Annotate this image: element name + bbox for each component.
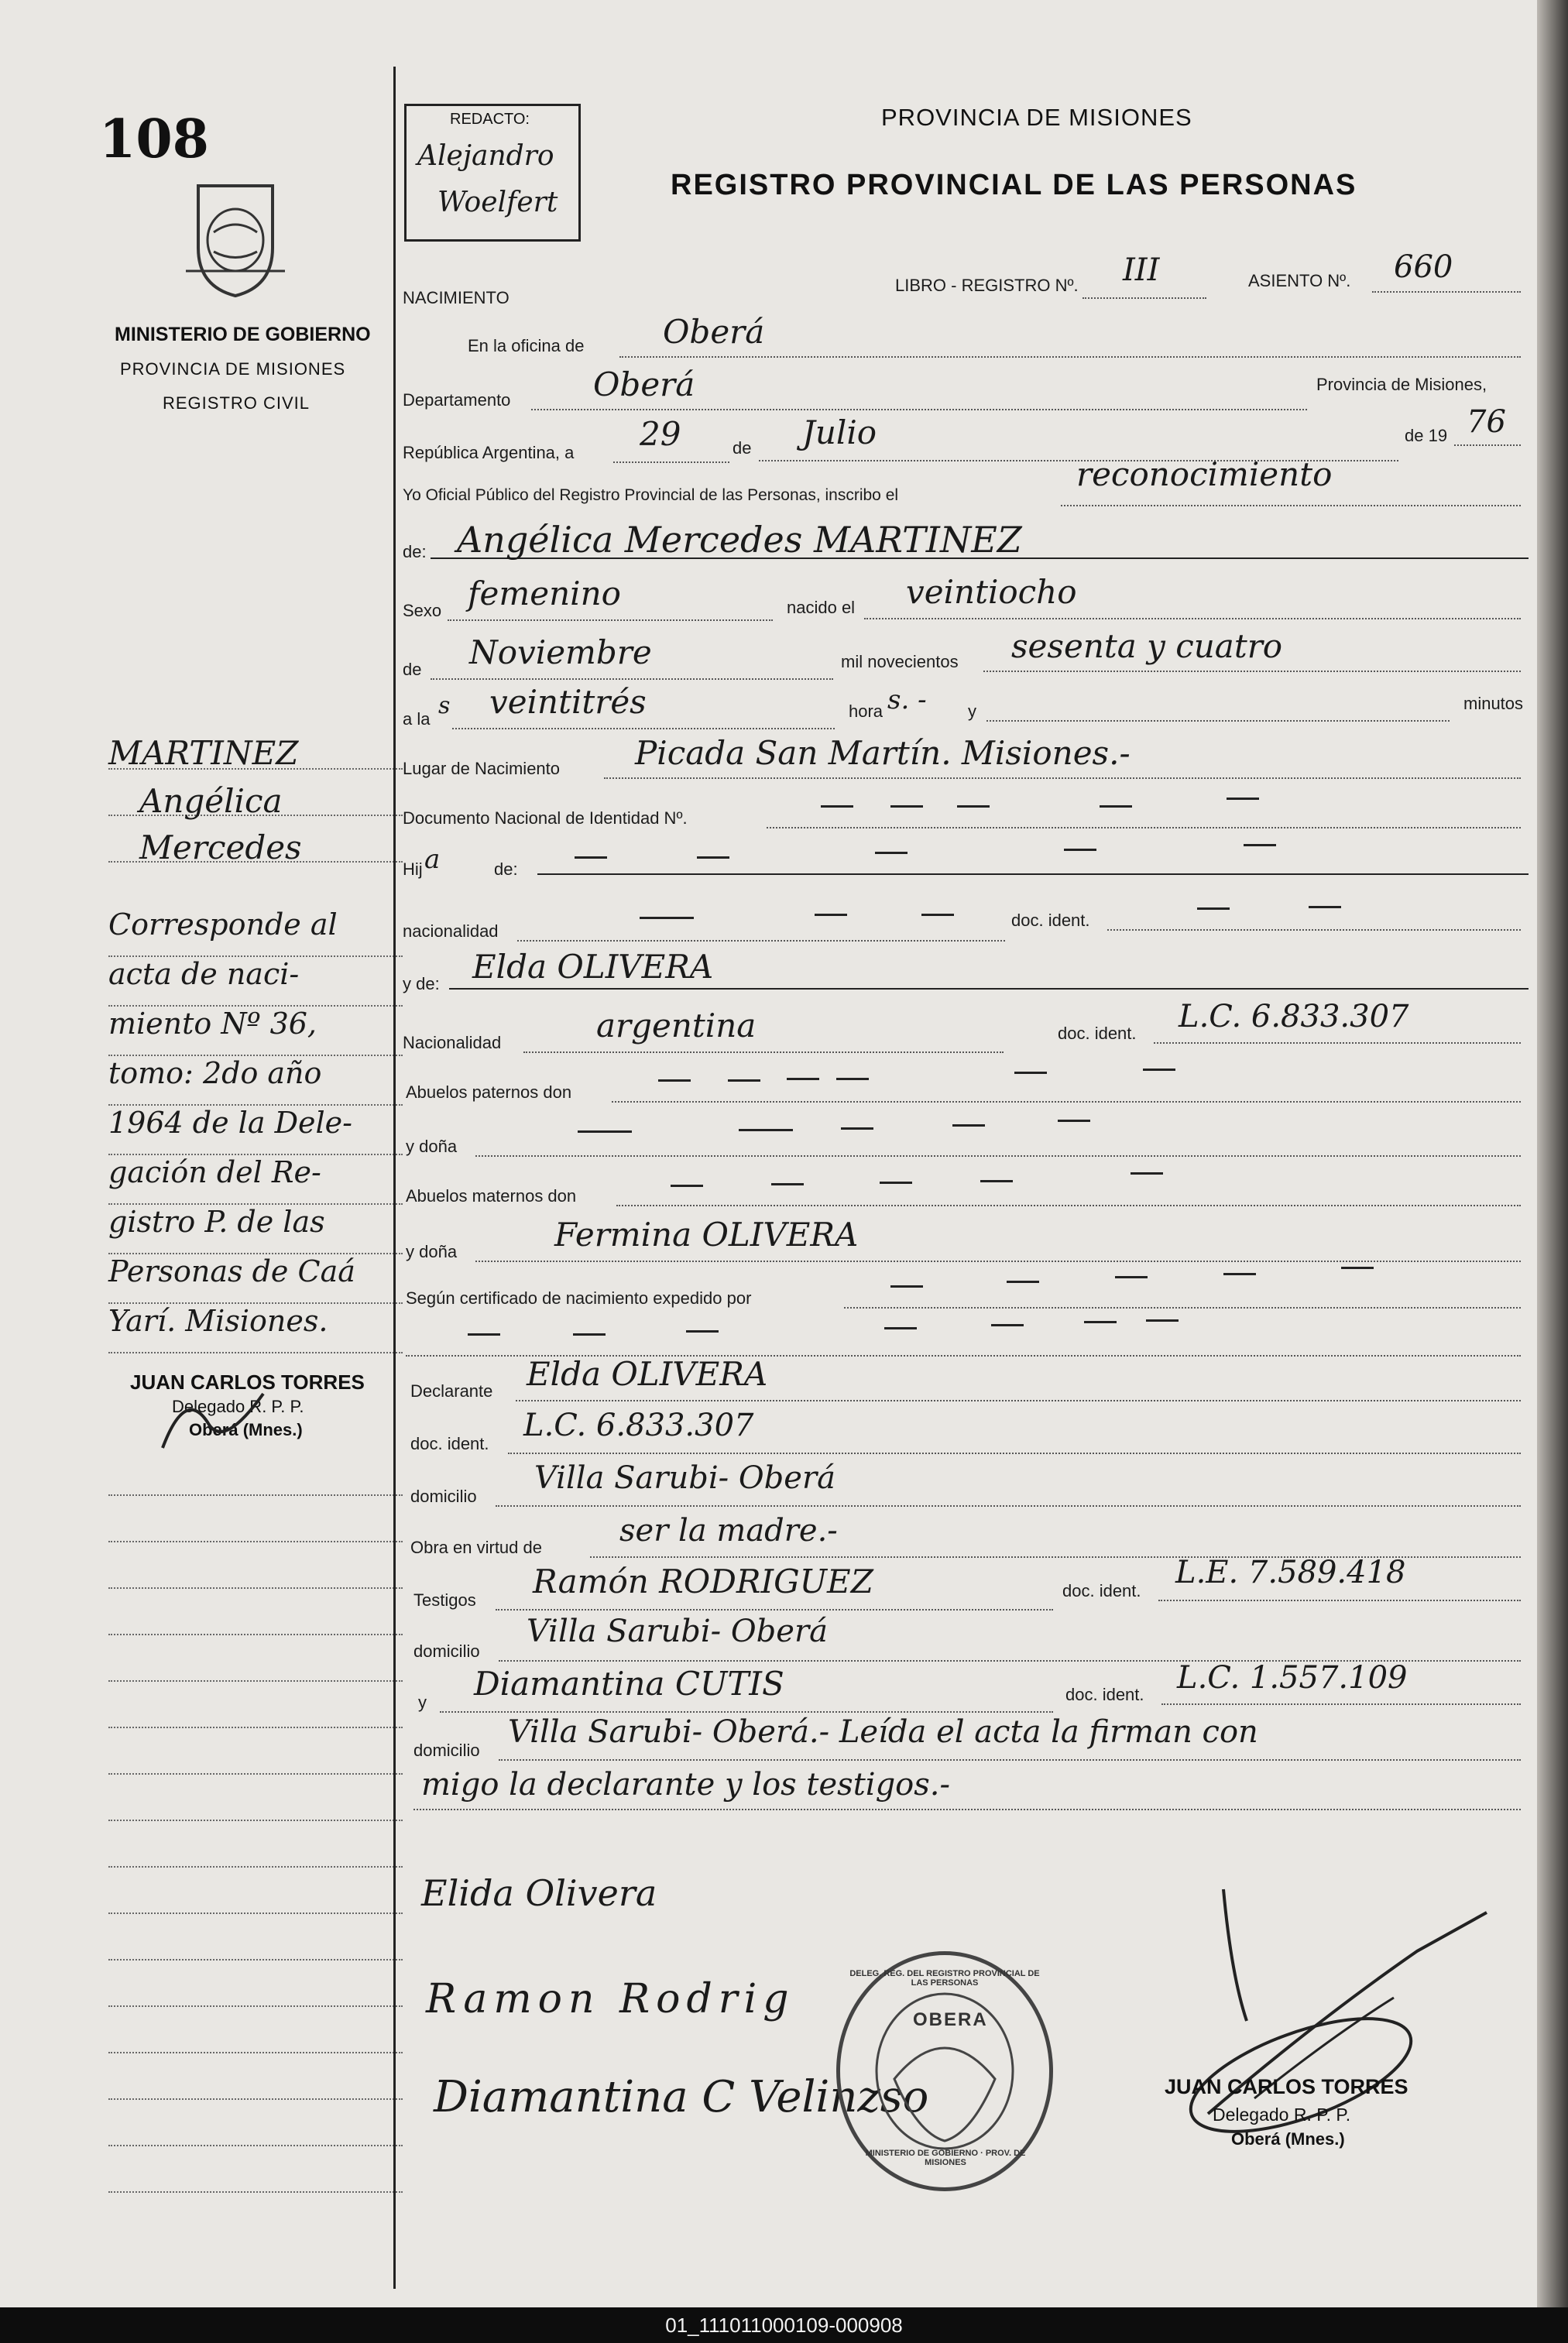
provincia-misiones-label: Provincia de Misiones, bbox=[1316, 375, 1487, 394]
certificado-label: Según certificado de nacimiento expedido por bbox=[406, 1288, 752, 1308]
domicilio-declarante-label: domicilio bbox=[410, 1487, 477, 1506]
margin-note-line: tomo: 2do año bbox=[108, 1056, 403, 1106]
blank-dash bbox=[787, 1078, 819, 1080]
official-stamp-name: JUAN CARLOS TORRES bbox=[1165, 2075, 1408, 2098]
doc-ident-testigo1-label: doc. ident. bbox=[1062, 1581, 1141, 1600]
blank-dash bbox=[880, 1182, 912, 1184]
blank-dash bbox=[841, 1127, 873, 1130]
maternal-grandmother: Fermina OLIVERA bbox=[554, 1216, 859, 1254]
margin-note-line: gistro P. de las bbox=[108, 1205, 403, 1254]
blank-dash bbox=[1014, 1072, 1047, 1074]
hour-prefix: s bbox=[438, 692, 451, 719]
blank-dash bbox=[578, 1130, 632, 1133]
asiento-label: ASIENTO Nº. bbox=[1248, 271, 1351, 290]
blank-dash bbox=[728, 1079, 760, 1082]
nacionalidad-label: nacionalidad bbox=[403, 921, 499, 941]
witness1-document: L.E. 7.589.418 bbox=[1175, 1555, 1406, 1590]
mother-nationality: argentina bbox=[596, 1007, 757, 1045]
blank-dash bbox=[1084, 1321, 1117, 1323]
de19-label: de 19 bbox=[1405, 426, 1448, 445]
abuelos-paternos-label: Abuelos paternos don bbox=[406, 1082, 572, 1102]
blank-dash bbox=[1309, 906, 1341, 908]
margin-note-line: acta de naci- bbox=[108, 957, 403, 1007]
blank-dash bbox=[952, 1124, 985, 1127]
declarant-document: L.C. 6.833.307 bbox=[523, 1408, 754, 1443]
nacionalidad-madre-label: Nacionalidad bbox=[403, 1033, 502, 1052]
departamento-label: Departamento bbox=[403, 390, 511, 410]
margin-note-line: 1964 de la Dele- bbox=[108, 1106, 403, 1155]
mother-name: Elda OLIVERA bbox=[472, 948, 714, 986]
signature-witness1: Ramon Rodrig bbox=[426, 1976, 795, 2022]
doc-ident-label: doc. ident. bbox=[1011, 911, 1090, 930]
blank-dash bbox=[821, 805, 853, 808]
witness2-document: L.C. 1.557.109 bbox=[1177, 1660, 1408, 1696]
blank-dash bbox=[686, 1330, 719, 1333]
document-title: REGISTRO PROVINCIAL DE LAS PERSONAS bbox=[671, 169, 1357, 201]
act-basis: ser la madre.- bbox=[619, 1513, 838, 1549]
hijo-label: Hij bbox=[403, 859, 423, 879]
birth-hour-words: veintitrés bbox=[489, 683, 647, 721]
redacto-label: REDACTO: bbox=[450, 111, 530, 128]
minutos-label: minutos bbox=[1463, 694, 1524, 713]
child-full-name: Angélica Mercedes MARTINEZ bbox=[457, 519, 1022, 561]
asiento-value: 660 bbox=[1394, 249, 1453, 285]
margin-middle-name: Mercedes bbox=[139, 828, 302, 866]
margin-first-name: Angélica bbox=[139, 782, 283, 820]
seal-top-text: DELEG. REG. DEL REGISTRO PROVINCIAL DE LAS PERSONAS bbox=[849, 1969, 1040, 1988]
libro-value: III bbox=[1123, 252, 1160, 288]
hijo-de-label: de: bbox=[494, 859, 518, 879]
blank-dash bbox=[815, 914, 847, 916]
coat-of-arms-emblem bbox=[183, 178, 288, 299]
registration-month: Julio bbox=[802, 413, 877, 451]
blank-dash bbox=[1341, 1267, 1374, 1269]
hora-label: hora bbox=[849, 702, 884, 721]
page-edge bbox=[1537, 0, 1568, 2307]
birth-year-words: sesenta y cuatro bbox=[1011, 627, 1283, 665]
margin-note-line: Corresponde al bbox=[108, 907, 403, 957]
column-divider bbox=[393, 67, 396, 2289]
lugar-label: Lugar de Nacimiento bbox=[403, 759, 561, 778]
dni-label: Documento Nacional de Identidad Nº. bbox=[403, 808, 688, 828]
blank-dash bbox=[890, 1285, 923, 1288]
abuelos-maternos-label: Abuelos maternos don bbox=[406, 1186, 577, 1206]
act-type: reconocimiento bbox=[1076, 455, 1333, 493]
y-dona-materna-label: y doña bbox=[406, 1242, 458, 1261]
redacto-name-line1: Alejandro bbox=[417, 140, 554, 172]
testigos-label: Testigos bbox=[413, 1590, 476, 1610]
a-las-label: a la bbox=[403, 709, 431, 729]
mil-novecientos-label: mil novecientos bbox=[841, 652, 959, 671]
signature-witness2: Diamantina C Velinzso bbox=[434, 2072, 929, 2122]
ministry-province: PROVINCIA DE MISIONES bbox=[120, 359, 346, 379]
blank-dash bbox=[1143, 1069, 1175, 1071]
de-label: de bbox=[733, 438, 752, 458]
official-stamp-role: Delegado R. P. P. bbox=[1213, 2105, 1351, 2125]
blank-dash bbox=[1058, 1120, 1090, 1122]
declarante-label: Declarante bbox=[410, 1381, 493, 1401]
birth-month: Noviembre bbox=[469, 633, 652, 671]
birth-place: Picada San Martín. Misiones.- bbox=[635, 734, 1131, 772]
margin-stamp-role: Delegado R. P. P. bbox=[172, 1397, 304, 1416]
seal-bottom-text: MINISTERIO DE GOBIERNO · PROV. DE MISIONES bbox=[865, 2149, 1026, 2167]
redacto-box bbox=[404, 104, 581, 242]
witness2-address-and-closing: Villa Sarubi- Oberá.- Leída el acta la firman con bbox=[508, 1714, 1258, 1750]
blank-dash bbox=[1146, 1319, 1179, 1322]
libro-label: LIBRO - REGISTRO Nº. bbox=[895, 276, 1079, 295]
blank-dash bbox=[658, 1079, 691, 1082]
margin-note-line: miento Nº 36, bbox=[108, 1007, 403, 1056]
blank-dash bbox=[875, 852, 908, 854]
blank-dash bbox=[1244, 844, 1276, 846]
margin-note-line: Yarí. Misiones. bbox=[108, 1304, 403, 1353]
blank-dash bbox=[980, 1180, 1013, 1182]
y-label: y bbox=[968, 702, 976, 721]
official-stamp-place: Oberá (Mnes.) bbox=[1231, 2129, 1345, 2149]
de-colon-label: de: bbox=[403, 542, 427, 561]
y-dona-paterna-label: y doña bbox=[406, 1137, 458, 1156]
blank-dash bbox=[884, 1327, 917, 1329]
seal-center-text: OBERA bbox=[913, 2009, 988, 2030]
blank-dash bbox=[957, 805, 990, 808]
blank-dash bbox=[771, 1183, 804, 1185]
registration-day: 29 bbox=[640, 415, 681, 453]
margin-note bbox=[108, 907, 403, 1353]
declarant-address: Villa Sarubi- Oberá bbox=[534, 1460, 835, 1496]
blank-dash bbox=[1100, 805, 1132, 808]
blank-dash bbox=[921, 914, 954, 916]
margin-note-line: gación del Re- bbox=[108, 1155, 403, 1205]
section-label: NACIMIENTO bbox=[403, 288, 510, 307]
margin-surname: MARTINEZ bbox=[108, 734, 299, 772]
hijo-suffix: a bbox=[424, 844, 441, 875]
ministry-name: MINISTERIO DE GOBIERNO bbox=[115, 324, 371, 345]
blank-dash bbox=[739, 1129, 793, 1131]
blank-dash bbox=[1227, 798, 1259, 800]
domicilio-testigo2-label: domicilio bbox=[413, 1741, 480, 1760]
oficina-label: En la oficina de bbox=[468, 336, 585, 355]
signature-declarant: Elida Olivera bbox=[421, 1872, 657, 1914]
registration-year: 76 bbox=[1467, 404, 1506, 440]
blank-dash bbox=[1115, 1276, 1148, 1278]
margin-stamp-name: JUAN CARLOS TORRES bbox=[130, 1370, 365, 1394]
doc-ident-declarante-label: doc. ident. bbox=[410, 1434, 489, 1453]
y-de-label: y de: bbox=[403, 974, 440, 993]
blank-dash bbox=[836, 1078, 869, 1080]
folio-number: 108 bbox=[99, 108, 209, 170]
sexo-label: Sexo bbox=[403, 601, 442, 620]
redacto-name-line2: Woelfert bbox=[437, 187, 558, 218]
ministry-registry: REGISTRO CIVIL bbox=[163, 393, 311, 413]
nacido-el-label: nacido el bbox=[787, 598, 856, 617]
hour-number: s. - bbox=[887, 684, 927, 715]
blank-dash bbox=[1007, 1281, 1039, 1283]
blank-dash bbox=[640, 917, 694, 919]
blank-dash bbox=[1197, 907, 1230, 910]
blank-dash bbox=[1131, 1172, 1163, 1175]
margin-signature-mark bbox=[155, 1378, 271, 1456]
witness2-name: Diamantina CUTIS bbox=[474, 1665, 784, 1703]
margin-stamp-place: Oberá (Mnes.) bbox=[189, 1420, 303, 1439]
blank-dash bbox=[671, 1185, 703, 1187]
departamento-value: Oberá bbox=[593, 365, 695, 403]
de-mes-label: de bbox=[403, 660, 422, 679]
blank-dash bbox=[991, 1324, 1024, 1326]
declarant-name: Elda OLIVERA bbox=[527, 1355, 768, 1393]
republica-label: República Argentina, a bbox=[403, 443, 575, 462]
blank-dash bbox=[575, 856, 607, 859]
blank-dash bbox=[890, 805, 923, 808]
blank-dash bbox=[697, 856, 729, 859]
doc-ident-madre-label: doc. ident. bbox=[1058, 1024, 1137, 1043]
image-id-footer: 01_111011000109-000908 bbox=[0, 2307, 1568, 2343]
doc-ident-testigo2-label: doc. ident. bbox=[1065, 1685, 1144, 1704]
blank-dash bbox=[1223, 1273, 1256, 1275]
blank-dash bbox=[1064, 849, 1096, 851]
blank-dash bbox=[468, 1333, 500, 1336]
blank-dash bbox=[573, 1333, 606, 1336]
witness1-address: Villa Sarubi- Oberá bbox=[527, 1614, 828, 1649]
y-testigo-label: y bbox=[418, 1693, 427, 1712]
obra-label: Obra en virtud de bbox=[410, 1538, 542, 1557]
closing-text: migo la declarante y los testigos.- bbox=[421, 1767, 951, 1803]
witness1-name: Ramón RODRIGUEZ bbox=[533, 1563, 873, 1600]
oficina-value: Oberá bbox=[663, 313, 765, 351]
yo-oficial-label: Yo Oficial Público del Registro Provincial de las Personas, inscribo el bbox=[403, 486, 899, 504]
header-province: PROVINCIA DE MISIONES bbox=[881, 104, 1192, 131]
domicilio-testigo1-label: domicilio bbox=[413, 1641, 480, 1661]
sex-value: femenino bbox=[468, 575, 621, 612]
margin-note-line: Personas de Caá bbox=[108, 1254, 403, 1304]
mother-document: L.C. 6.833.307 bbox=[1179, 999, 1409, 1034]
official-seal bbox=[836, 1951, 1053, 2191]
birth-day-words: veintiocho bbox=[906, 573, 1077, 611]
